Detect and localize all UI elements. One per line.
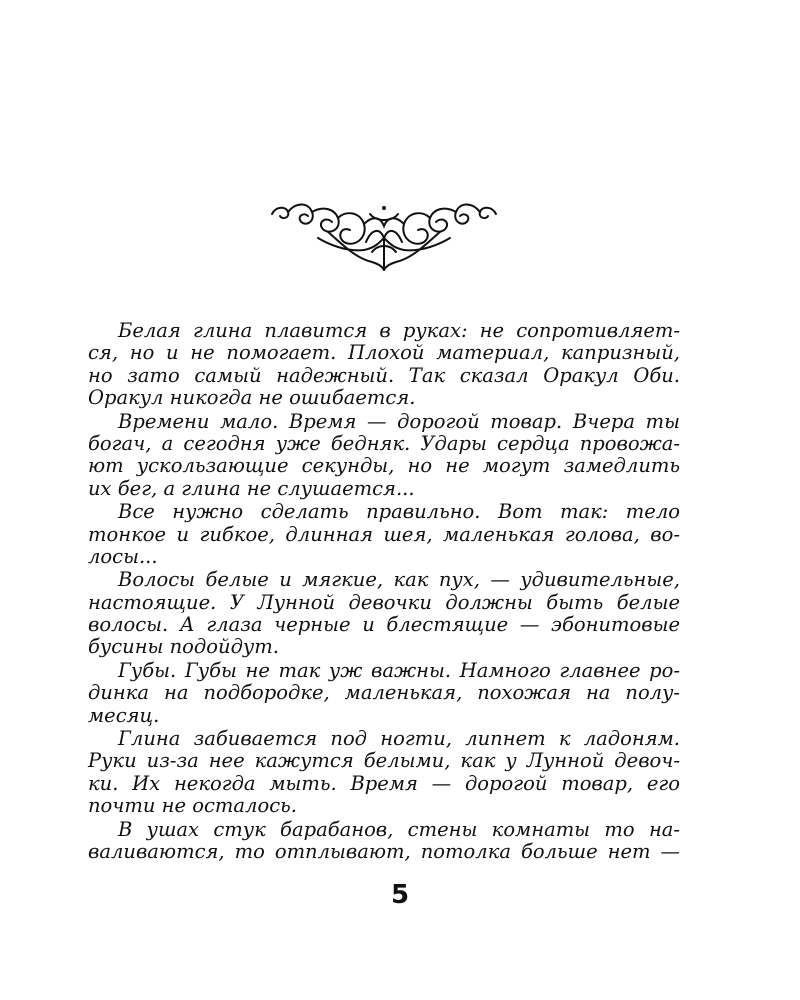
text-line: бусины подойдут. xyxy=(88,635,279,659)
text-line: В ушах стук барабанов, стены комнаты то на- xyxy=(118,817,680,841)
text-line: Глина забивается под ногти, липнет к ладоням. xyxy=(118,727,680,751)
text-line: месяц. xyxy=(88,703,160,727)
text-line: динка на подбородке, маленькая, похожая на полу- xyxy=(88,681,680,705)
paragraph xyxy=(88,660,680,727)
paragraph xyxy=(88,728,680,818)
paragraph xyxy=(88,411,680,501)
text-line: их бег, а глина не слушается... xyxy=(88,476,415,500)
text-line: ся, но и не помогает. Плохой материал, капризный, xyxy=(88,341,680,365)
text-line: Все нужно сделать правильно. Вот так: тело xyxy=(118,500,680,524)
text-line: Руки из-за нее кажутся белыми, как у Лунной девоч- xyxy=(88,749,680,773)
chapter-text xyxy=(88,320,680,863)
paragraph xyxy=(88,501,680,568)
text-line: Времени мало. Время — дорогой товар. Вчера ты xyxy=(118,409,680,433)
text-line: богач, а сегодня уже бедняк. Удары сердца провожа- xyxy=(88,431,680,455)
text-line: ки. Их некогда мыть. Время — дорогой товар, его xyxy=(88,771,680,795)
text-line: Белая глина плавится в руках: не сопротивляет- xyxy=(118,319,680,342)
text-line: почти не осталось. xyxy=(88,794,297,818)
text-line: волосы. А глаза черные и блестящие — эбонитовые xyxy=(88,613,680,637)
text-line: Губы. Губы не так уж важны. Намного главнее ро- xyxy=(118,658,680,682)
text-line: лосы... xyxy=(88,544,158,568)
text-line: валиваются, то отплывают, потолка больше нет — xyxy=(88,839,680,863)
flourish-ornament-icon xyxy=(268,198,500,272)
text-line: Волосы белые и мягкие, как пух, — удивительные, xyxy=(118,568,680,592)
page-number: 5 xyxy=(390,880,410,910)
text-line: Оракул никогда не ошибается. xyxy=(88,386,416,410)
text-line: но зато самый надежный. Так сказал Оракул Оби. xyxy=(88,363,680,387)
paragraph xyxy=(88,819,680,864)
text-line: настоящие. У Лунной девочки должны быть белые xyxy=(88,590,680,614)
text-line: тонкое и гибкое, длинная шея, маленькая голова, во- xyxy=(88,522,680,546)
paragraph xyxy=(88,320,680,410)
paragraph xyxy=(88,569,680,659)
text-line: ют ускользающие секунды, но не могут замедлить xyxy=(88,454,680,478)
